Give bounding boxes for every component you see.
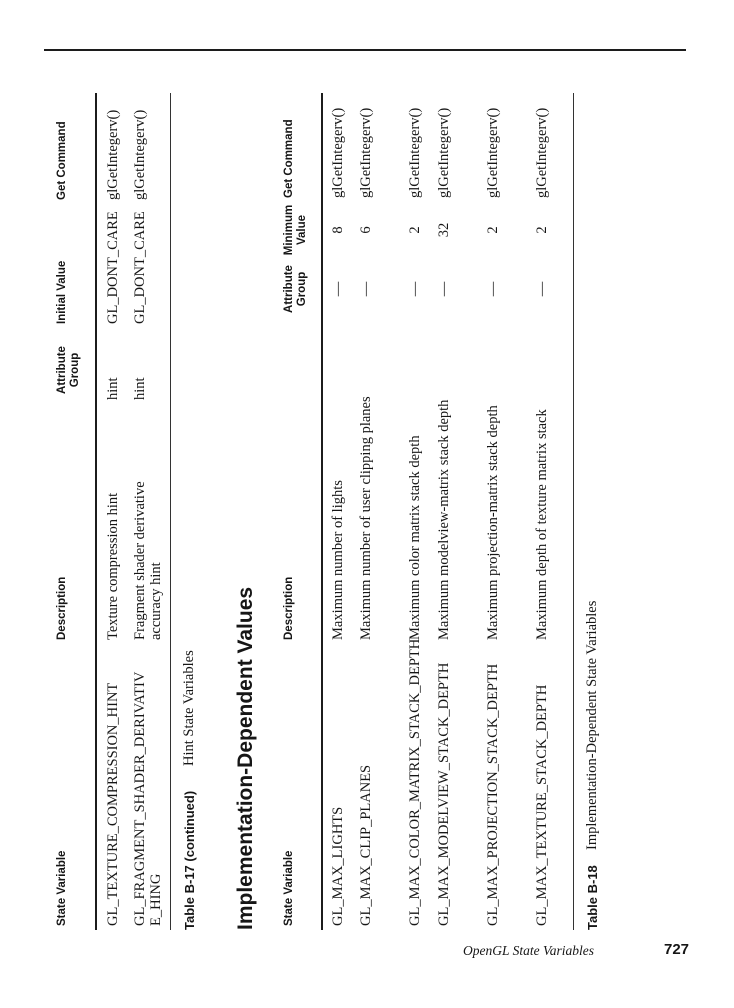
b17-top-rule: [95, 93, 97, 930]
b17-caption-text: Hint State Variables: [181, 650, 197, 766]
b18-row2-minimum-value: 6: [358, 226, 374, 234]
b17-row1-initial-value: GL_DONT_CARE: [105, 211, 121, 324]
b17-header-state-variable: State Variable: [56, 850, 68, 926]
b17-row2-get-command: glGetIntegerv(): [132, 109, 148, 200]
b18-row5-minimum-value: 2: [485, 226, 501, 234]
b17-header-get-command: Get Command: [56, 121, 68, 200]
b18-row3-attribute-group: —: [407, 281, 423, 297]
b17-row1-get-command: glGetIntegerv(): [105, 109, 121, 200]
b18-row1-attribute-group: —: [330, 281, 346, 297]
b18-top-rule: [321, 93, 323, 930]
b18-row6-state-variable: GL_MAX_TEXTURE_STACK_DEPTH: [534, 684, 550, 926]
b18-row4-description: Maximum modelview-matrix stack depth: [436, 399, 452, 640]
b18-row2-description: Maximum number of user clipping planes: [358, 396, 374, 640]
b18-row5-get-command: glGetIntegerv(): [485, 107, 501, 198]
b17-header-attribute-group-text: Attribute Group: [56, 346, 81, 394]
b18-row4-attribute-group: —: [436, 281, 452, 297]
b18-row6-description: Maximum depth of texture matrix stack: [534, 409, 550, 640]
b18-row2-attribute-group: —: [358, 281, 374, 297]
b18-row6-minimum-value: 2: [534, 226, 550, 234]
rotated-page-content: [40, 50, 660, 930]
b18-row4-state-variable: GL_MAX_MODELVIEW_STACK_DEPTH: [436, 662, 452, 926]
page-number: 727: [664, 941, 690, 958]
b18-row3-minimum-value: 2: [407, 226, 423, 234]
b17-header-initial-value: Initial Value: [56, 260, 68, 324]
b18-header-attribute-group: [283, 258, 309, 320]
b18-row3-get-command: glGetIntegerv(): [407, 107, 423, 198]
section-heading: Implementation-Dependent Values: [234, 586, 257, 930]
b18-header-state-variable: State Variable: [283, 850, 295, 926]
b17-row2-state-variable: GL_FRAGMENT_SHADER_DERIVATIVE_HING: [132, 671, 164, 926]
b18-row1-state-variable: GL_MAX_LIGHTS: [330, 806, 346, 926]
b17-row2-initial-value: GL_DONT_CARE: [132, 211, 148, 324]
b18-row1-description: Maximum number of lights: [330, 480, 346, 640]
b18-row1-get-command: glGetIntegerv(): [330, 107, 346, 198]
b18-row3-state-variable: GL_MAX_COLOR_MATRIX_STACK_DEPTH: [407, 638, 423, 926]
b17-bottom-rule: [170, 93, 171, 930]
b17-caption-number: Table B-17 (continued): [182, 790, 197, 930]
b18-header-minimum-value-text: Minimum Value: [283, 204, 308, 256]
b18-row5-state-variable: GL_MAX_PROJECTION_STACK_DEPTH: [485, 663, 501, 926]
b17-header-attribute-group: [56, 335, 82, 405]
b17-row1-state-variable: GL_TEXTURE_COMPRESSION_HINT: [105, 682, 121, 926]
b18-row6-attribute-group: —: [534, 281, 550, 297]
b18-header-minimum-value: [283, 204, 309, 256]
b18-row2-get-command: glGetIntegerv(): [358, 107, 374, 198]
b17-header-description: Description: [56, 576, 68, 640]
b17-row2-attribute-group: hint: [132, 377, 148, 400]
b17-row1-description: Texture compression hint: [105, 492, 121, 640]
b18-row4-get-command: glGetIntegerv(): [436, 107, 452, 198]
b17-row2-description: Fragment shader derivative accuracy hint: [132, 481, 164, 640]
b18-row6-get-command: glGetIntegerv(): [534, 107, 550, 198]
b18-row3-description: Maximum color matrix stack depth: [407, 435, 423, 640]
b18-bottom-rule: [573, 93, 574, 930]
b18-caption-text: Implementation-Dependent State Variables: [584, 600, 600, 850]
b18-header-get-command: Get Command: [283, 119, 295, 198]
b18-header-attribute-group-text: Attribute Group: [283, 265, 308, 313]
b18-caption-number: Table B-18: [585, 865, 600, 930]
b18-row5-description: Maximum projection-matrix stack depth: [485, 405, 501, 640]
b18-row5-attribute-group: —: [485, 281, 501, 297]
b18-header-description: Description: [283, 576, 295, 640]
b18-row2-state-variable: GL_MAX_CLIP_PLANES: [358, 764, 374, 926]
b18-row1-minimum-value: 8: [330, 226, 346, 234]
b17-row1-attribute-group: hint: [105, 377, 121, 400]
b18-row4-minimum-value: 32: [436, 222, 452, 238]
running-title: OpenGL State Variables: [463, 943, 594, 958]
